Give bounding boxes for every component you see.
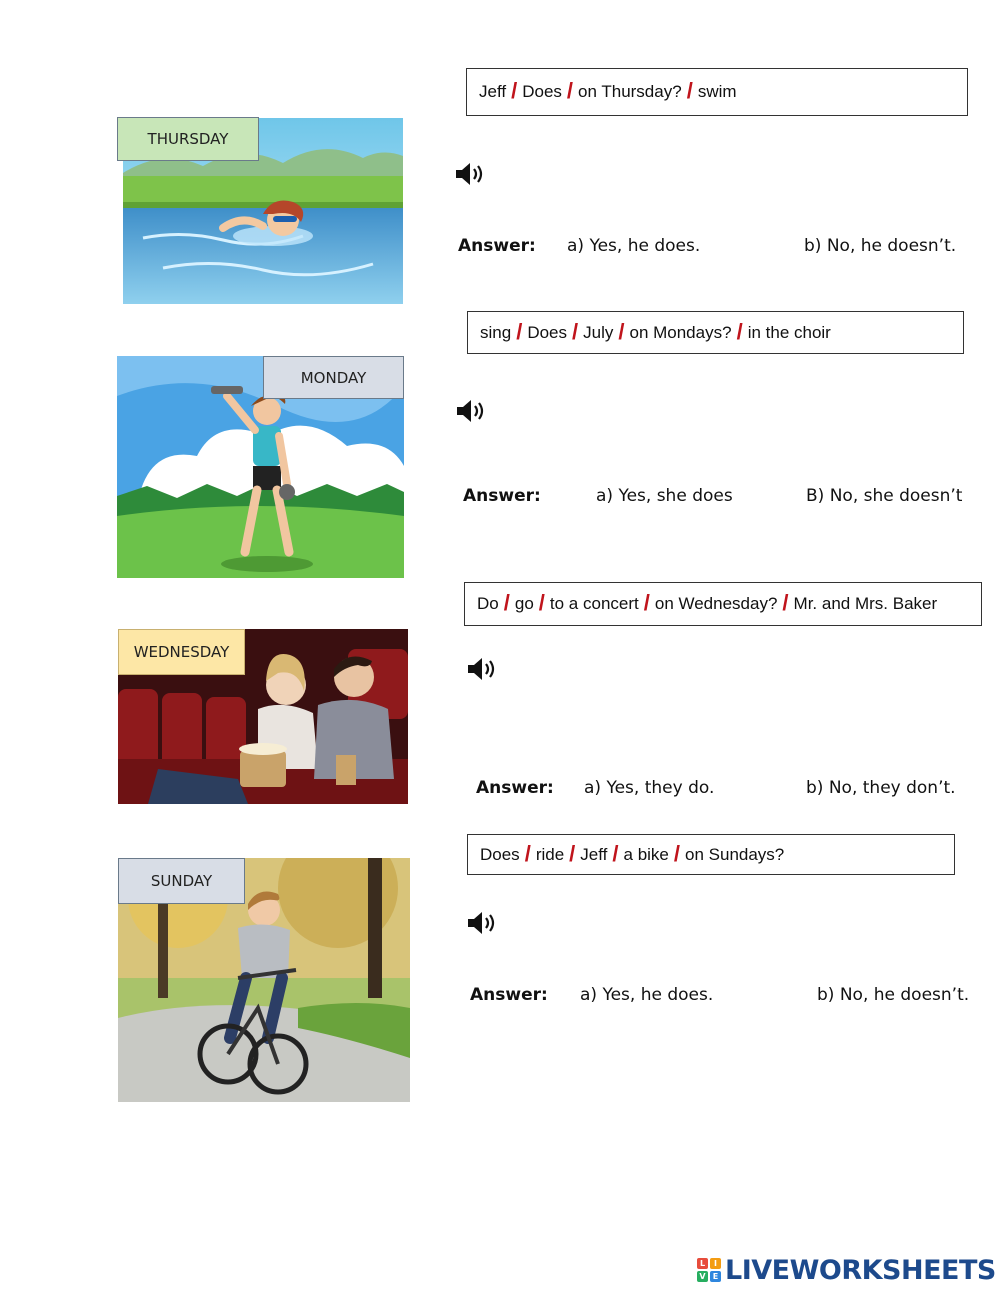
separator: / xyxy=(566,78,574,103)
day-label: SUNDAY xyxy=(118,858,245,904)
word-chip[interactable]: sing xyxy=(480,322,512,342)
scramble-box-1[interactable] xyxy=(466,68,968,116)
word-chip[interactable]: to a concert xyxy=(549,594,639,613)
answer-label: Answer: xyxy=(463,486,541,506)
word-chip[interactable]: in the choir xyxy=(747,322,831,342)
speaker-icon[interactable] xyxy=(455,397,489,425)
separator: / xyxy=(673,840,681,866)
separator: / xyxy=(686,78,693,103)
word-chip[interactable]: a bike xyxy=(623,844,669,864)
word-chip[interactable]: Jeff xyxy=(580,844,608,864)
logo-mark xyxy=(697,1258,721,1282)
logo-block: E xyxy=(710,1271,721,1282)
word-chip[interactable]: on Thursday? xyxy=(578,82,682,101)
logo-block: V xyxy=(697,1271,708,1282)
answer-label: Answer: xyxy=(470,985,548,1005)
word-chip[interactable]: on Wednesday? xyxy=(654,594,778,613)
word-chip[interactable]: Jeff xyxy=(479,82,507,101)
separator: / xyxy=(572,318,579,344)
separator: / xyxy=(618,318,625,344)
option-a[interactable]: a) Yes, he does. xyxy=(580,985,714,1005)
separator: / xyxy=(569,840,576,866)
separator: / xyxy=(516,318,523,344)
separator: / xyxy=(782,590,789,615)
option-a[interactable]: a) Yes, she does xyxy=(596,486,733,506)
word-chip[interactable]: Does xyxy=(522,82,562,101)
liveworksheets-logo xyxy=(697,1253,996,1287)
separator: / xyxy=(511,78,518,103)
word-chip[interactable]: Does xyxy=(480,844,520,864)
logo-block: L xyxy=(697,1258,708,1269)
speaker-icon[interactable] xyxy=(466,655,500,683)
option-b[interactable]: B) No, she doesn’t xyxy=(806,486,963,506)
separator: / xyxy=(612,840,619,866)
separator: / xyxy=(538,590,545,615)
separator: / xyxy=(503,590,510,615)
scramble-box-2[interactable] xyxy=(467,311,964,354)
word-chip[interactable]: swim xyxy=(697,82,737,101)
word-chip[interactable]: on Sundays? xyxy=(685,844,785,864)
day-label: THURSDAY xyxy=(117,117,259,161)
option-b[interactable]: b) No, he doesn’t. xyxy=(804,236,957,256)
logo-block: I xyxy=(710,1258,721,1269)
answer-label: Answer: xyxy=(458,236,536,256)
day-label: MONDAY xyxy=(263,356,404,399)
speaker-icon[interactable] xyxy=(454,160,488,188)
word-chip[interactable]: Do xyxy=(477,594,499,613)
word-chip[interactable]: Does xyxy=(527,322,567,342)
scramble-box-3[interactable] xyxy=(464,582,982,626)
option-b[interactable]: b) No, they don’t. xyxy=(806,778,956,798)
scramble-box-4[interactable] xyxy=(467,834,955,875)
answer-label: Answer: xyxy=(476,778,554,798)
option-a[interactable]: a) Yes, he does. xyxy=(567,236,701,256)
word-chip[interactable]: go xyxy=(514,594,534,613)
separator: / xyxy=(643,590,650,615)
option-b[interactable]: b) No, he doesn’t. xyxy=(817,985,970,1005)
word-chip[interactable]: on Mondays? xyxy=(629,322,732,342)
option-a[interactable]: a) Yes, they do. xyxy=(584,778,715,798)
logo-text: LIVEWORKSHEETS xyxy=(725,1254,996,1286)
separator: / xyxy=(736,318,743,344)
day-label: WEDNESDAY xyxy=(118,629,245,675)
speaker-icon[interactable] xyxy=(466,909,500,937)
word-chip[interactable]: ride xyxy=(535,844,565,864)
separator: / xyxy=(524,840,531,866)
word-chip[interactable]: July xyxy=(583,322,614,342)
word-chip[interactable]: Mr. and Mrs. Baker xyxy=(793,594,938,613)
